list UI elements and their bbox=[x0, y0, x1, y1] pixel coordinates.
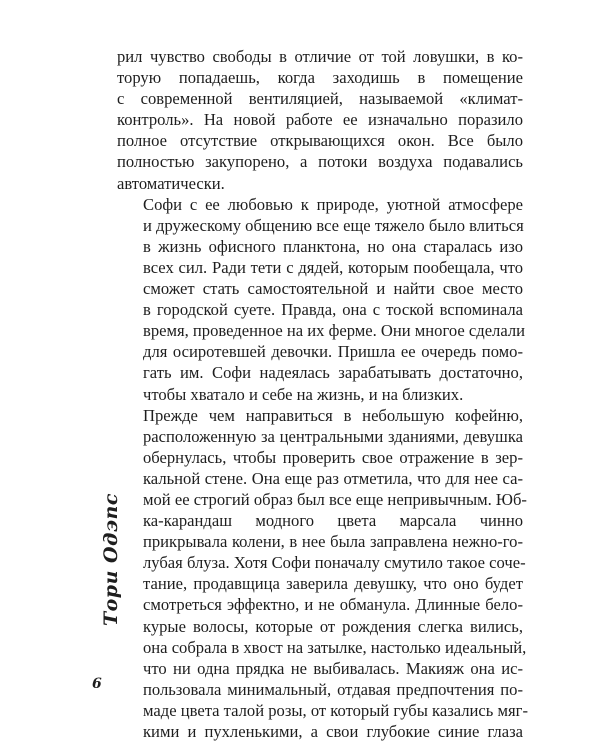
text-line: расположенную за центральными зданиями, девушка bbox=[143, 426, 523, 446]
text-line: время, проведенное на их ферме. Они многое сделали bbox=[143, 321, 526, 341]
text-line: курые волосы, которые от рождения слегка вились, bbox=[143, 616, 523, 636]
text-line: полное отсутствие открывающихся окон. Все было bbox=[117, 131, 523, 151]
paragraph-2 bbox=[117, 194, 526, 405]
text-line: сможет стать самостоятельной и найти свое место bbox=[143, 279, 523, 299]
text-line: Прежде чем направиться в небольшую кофейню, bbox=[143, 405, 523, 425]
text-line: тание, продавщица заверила девушку, что оно будет bbox=[143, 574, 523, 594]
text-line: всех сил. Ради тети с дядей, которым пообещала, что bbox=[143, 257, 523, 277]
text-line: что ни одна прядка не выбивалась. Макияж она ис- bbox=[143, 658, 523, 678]
paragraph-3 bbox=[117, 405, 528, 743]
text-line: в жизнь офисного планктона, но она старалась изо bbox=[143, 236, 523, 256]
text-line: ка-карандаш модного цвета марсала чинно bbox=[143, 511, 523, 531]
text-line: полностью закупорено, а потоки воздуха подавались bbox=[117, 152, 523, 172]
text-line: в городской суете. Правда, она с тоской вспоминала bbox=[143, 300, 523, 320]
text-line: торую попадаешь, когда заходишь в помещение bbox=[117, 68, 523, 88]
paragraph-1 bbox=[117, 46, 523, 194]
page-number: 6 bbox=[92, 676, 102, 692]
text-line: с современной вентиляцией, называемой «климат- bbox=[117, 89, 523, 109]
text-line: для осиротевшей девочки. Пришла ее очередь помо- bbox=[143, 342, 523, 362]
text-line: автоматически. bbox=[117, 173, 225, 193]
text-line: Софи с ее любовью к природе, уютной атмосфере bbox=[143, 194, 523, 214]
text-line: смотреться эффектно, и не обманула. Длинные бело- bbox=[143, 595, 523, 615]
text-line: кальной стене. Она еще раз отметила, что для нее са- bbox=[143, 468, 523, 488]
text-line: прикрывала колени, в нее была заправлена нежно-го- bbox=[143, 532, 523, 552]
text-line: пользовала минимальный, отдавая предпочтения по- bbox=[143, 679, 523, 699]
text-line: чтобы хватало и себе на жизнь, и на близких. bbox=[143, 384, 464, 404]
text-line: контроль». На новой работе ее изначально поразило bbox=[117, 110, 523, 130]
text-line: и дружескому общению все еще тяжело было влиться bbox=[143, 215, 524, 235]
text-line: рил чувство свободы в отличие от той ловушки, в ко- bbox=[117, 47, 523, 66]
text-line: лубая блуза. Хотя Софи поначалу смутило такое сочe- bbox=[143, 553, 526, 573]
text-line: обернулась, чтобы проверить свое отражение в зер- bbox=[143, 447, 523, 467]
text-line: кими и пухленькими, а свои глубокие синие глаза bbox=[143, 722, 523, 741]
text-line: маде цвета талой розы, от который губы казались мяг- bbox=[143, 700, 528, 720]
text-line: она собрала в хвост на затылке, настолько идеальный, bbox=[143, 637, 527, 657]
running-author-name: Тори Одэпс bbox=[100, 493, 122, 626]
text-line: гать им. Софи надеялась зарабатывать достаточно, bbox=[143, 363, 523, 383]
main-text bbox=[117, 46, 528, 742]
text-line: мой ее строгий образ был все еще непривычным. Юб- bbox=[143, 489, 527, 509]
